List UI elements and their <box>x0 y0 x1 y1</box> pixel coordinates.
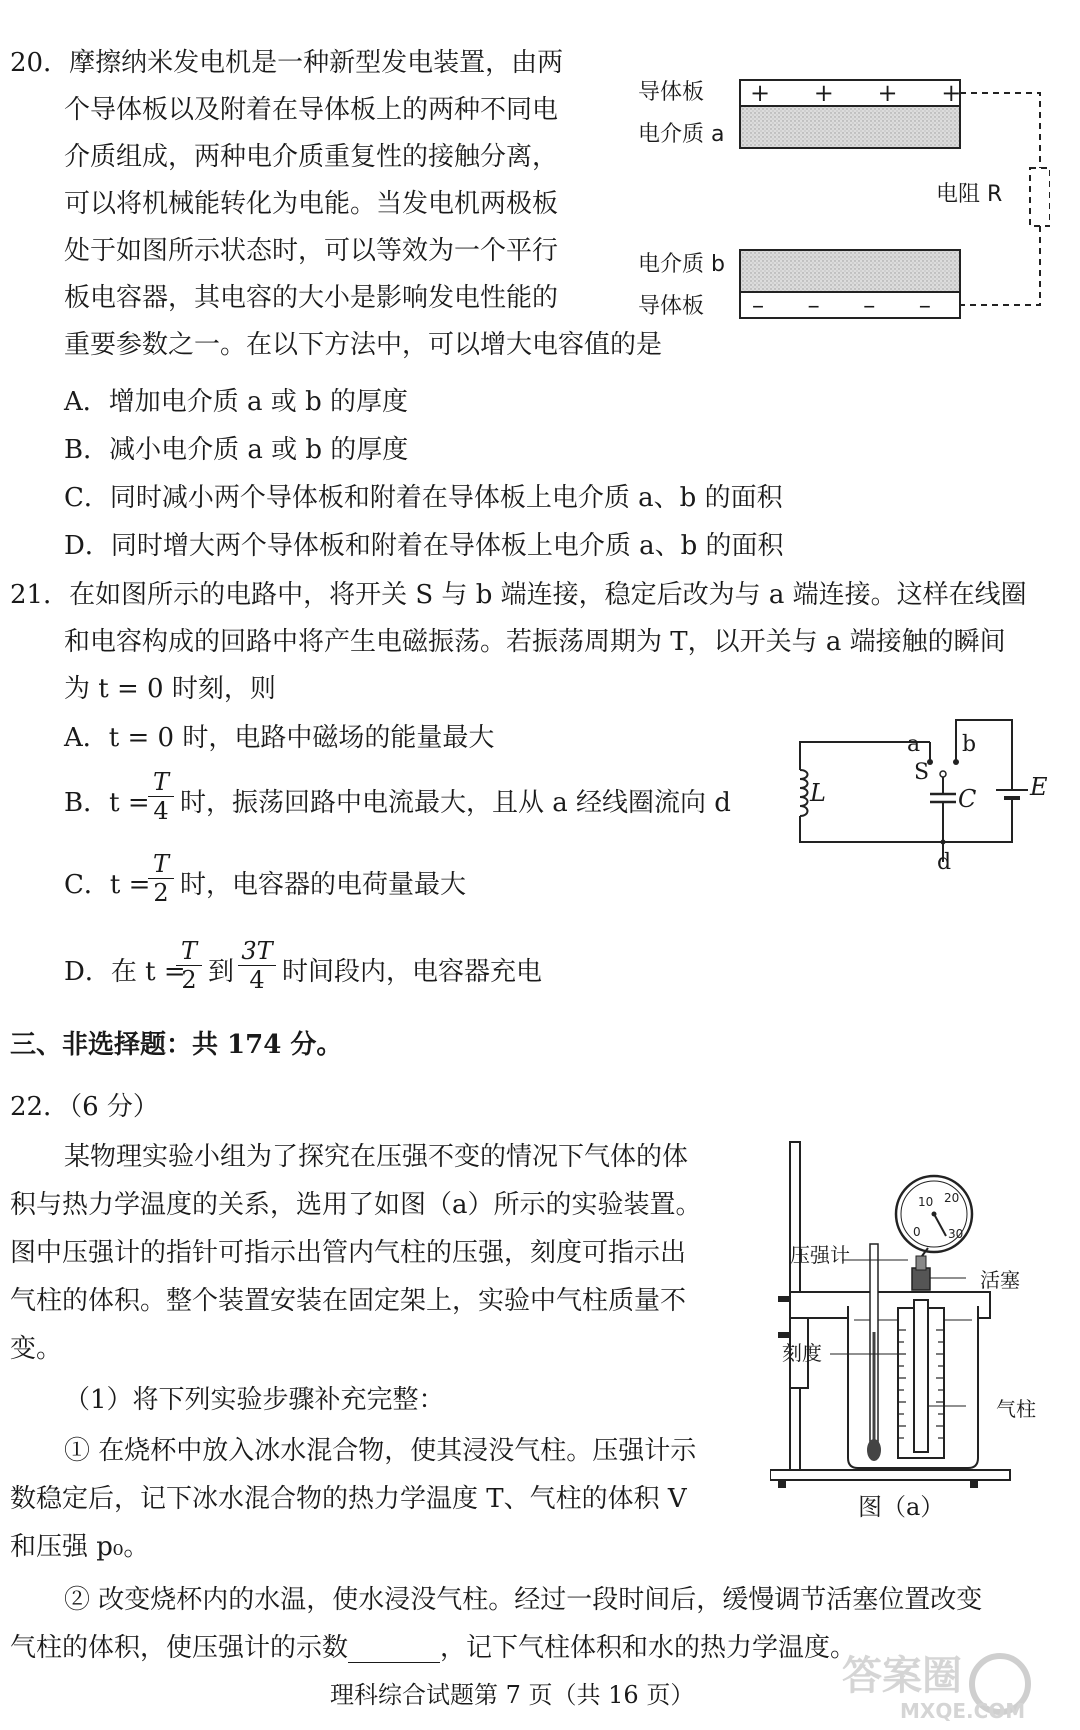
q20-line: 20．摩擦纳米发电机是一种新型发电装置，由两 <box>10 48 564 78</box>
gas-column-label: 气柱 <box>996 1397 1036 1421</box>
dielectric-b <box>740 250 960 292</box>
q21-option-d-prefix: D．在 t = <box>64 957 186 987</box>
dielectric-a-label: 电介质 a <box>638 122 725 147</box>
q21-option-d-to: 到 <box>208 957 235 987</box>
terminal-b-label: b <box>962 732 977 757</box>
fraction-t-over-2: T 2 <box>148 852 174 905</box>
dial-label: 20 <box>944 1191 960 1205</box>
q21-line: 为 t = 0 时刻，则 <box>64 674 276 704</box>
inductor-label: L <box>810 779 826 807</box>
section-heading: 三、非选择题：共 174 分。 <box>10 1030 343 1060</box>
q21-line: 和电容构成的回路中将产生电磁振荡。若振荡周期为 T，以开关与 a 端接触的瞬间 <box>64 627 1006 657</box>
q22-line: 变。 <box>10 1334 63 1364</box>
fraction-3t-over-4: 3T 4 <box>238 939 276 992</box>
q21-line: 21．在如图所示的电路中，将开关 S 与 b 端连接，稳定后改为与 a 端连接。这样在线圈 <box>10 580 1027 610</box>
bottom-plate-label: 导体板 <box>638 294 705 319</box>
q20-line: 个导体板以及附着在导体板上的两种不同电 <box>64 95 559 125</box>
q21-option-b-prefix: B．t = <box>64 788 150 818</box>
dielectric-b-label: 电介质 b <box>638 252 725 277</box>
q22-apparatus-figure <box>770 1132 1020 1492</box>
dial-label: 30 <box>948 1227 964 1241</box>
q22-step1-line: 和压强 p₀。 <box>10 1532 150 1562</box>
watermark-logo <box>840 1650 1040 1726</box>
q21-option-a: A．t = 0 时，电路中磁场的能量最大 <box>64 723 495 753</box>
q20-option-d: D．同时增大两个导体板和附着在导体板上电介质 a、b 的面积 <box>64 531 784 561</box>
fraction-t-over-2: T 2 <box>176 939 202 992</box>
q20-option-b: B．减小电介质 a 或 b 的厚度 <box>64 435 409 465</box>
capacitor-label: C <box>958 785 977 813</box>
q20-line: 板电容器，其电容的大小是影响发电性能的 <box>64 283 559 313</box>
q20-option-c: C．同时减小两个导体板和附着在导体板上电介质 a、b 的面积 <box>64 483 783 513</box>
q20-line: 可以将机械能转化为电能。当发电机两极板 <box>64 189 559 219</box>
terminal-d-label: d <box>937 850 952 875</box>
dial-label: 0 <box>913 1225 921 1239</box>
top-plate-label: 导体板 <box>638 80 705 105</box>
switch-s-label: S <box>914 760 930 785</box>
battery-label: E <box>1030 773 1048 801</box>
q22-step-title: （1）将下列实验步骤补充完整： <box>64 1385 445 1415</box>
fraction-t-over-4: T 4 <box>148 770 174 823</box>
q20-option-a: A．增加电介质 a 或 b 的厚度 <box>64 387 408 417</box>
q22-line: 图中压强计的指针可指示出管内气柱的压强，刻度可指示出 <box>10 1238 687 1268</box>
resistor-label: 电阻 R <box>936 182 1003 207</box>
q21-option-c-text: 时，电容器的电荷量最大 <box>180 870 467 900</box>
q21-option-b-text: 时，振荡回路中电流最大，且从 a 经线圈流向 d <box>180 788 731 818</box>
page-footer: 理科综合试题第 7 页（共 16 页） <box>330 1681 695 1709</box>
q20-line: 处于如图所示状态时，可以等效为一个平行 <box>64 236 559 266</box>
q21-option-d-text: 时间段内，电容器充电 <box>282 957 543 987</box>
q20-line: 重要参数之一。在以下方法中，可以增大电容值的是 <box>64 330 663 360</box>
resistor-r <box>1030 168 1050 226</box>
q22-step2-line: ② 改变烧杯内的水温，使水浸没气柱。经过一段时间后，缓慢调节活塞位置改变 <box>64 1585 983 1615</box>
watermark-brand: 答案圈 <box>842 1652 962 1699</box>
q22-heading: 22．（6 分） <box>10 1092 159 1122</box>
q22-line: 积与热力学温度的关系，选用了如图（a）所示的实验装置。 <box>10 1190 702 1220</box>
minus-charges: – – – – <box>752 291 949 319</box>
q22-line: 气柱的体积。整个装置安装在固定架上，实验中气柱质量不 <box>10 1286 687 1316</box>
dial-label: 10 <box>918 1195 934 1209</box>
scale-label: 刻度 <box>782 1341 822 1365</box>
q22-line: 某物理实验小组为了探究在压强不变的情况下气体的体 <box>64 1142 689 1172</box>
q22-step1-line: ① 在烧杯中放入冰水混合物，使其浸没气柱。压强计示 <box>64 1436 697 1466</box>
terminal-a-label: a <box>907 732 921 757</box>
q21-option-c-prefix: C．t = <box>64 870 151 900</box>
watermark-url: MXQE.COM <box>900 1699 1026 1723</box>
q22-step2-line: 气柱的体积，使压强计的示数 ，记下气柱体积和水的热力学温度。 <box>10 1633 857 1663</box>
dielectric-a <box>740 106 960 148</box>
figure-caption: 图（a） <box>858 1493 945 1521</box>
answer-blank[interactable] <box>348 1638 440 1663</box>
piston-label: 活塞 <box>980 1268 1020 1292</box>
gauge-label: 压强计 <box>790 1243 850 1267</box>
q20-line: 介质组成，两种电介质重复性的接触分离， <box>64 142 559 172</box>
plus-charges: + + + + <box>750 79 980 107</box>
q22-step1-line: 数稳定后，记下冰水混合物的热力学温度 T、气柱的体积 V <box>10 1484 687 1514</box>
